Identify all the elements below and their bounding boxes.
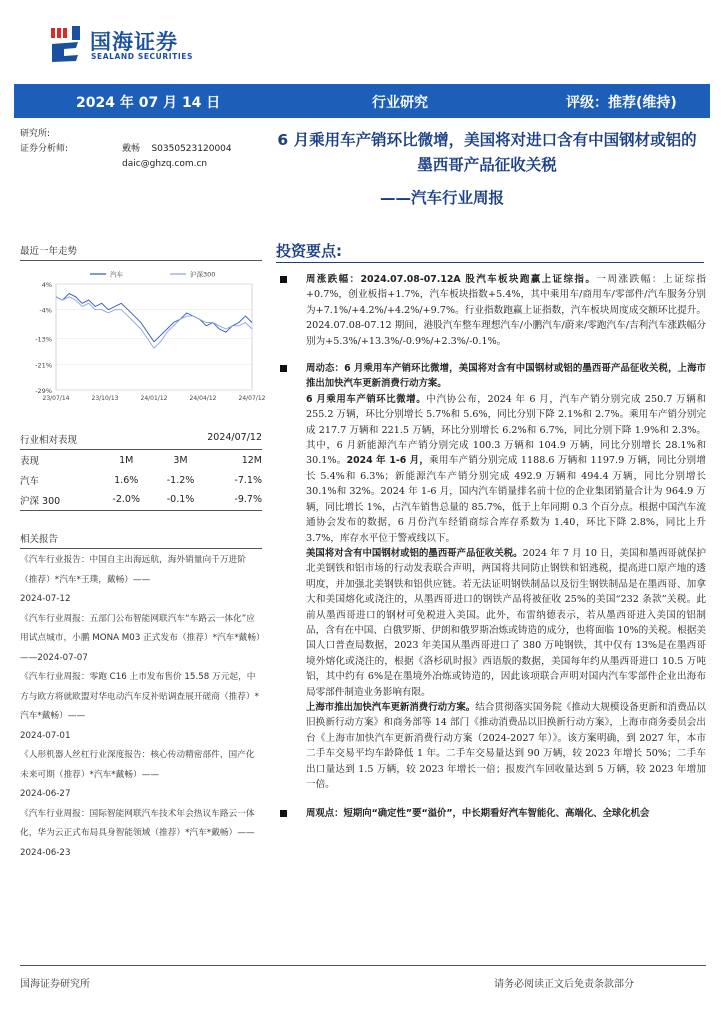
footer-left: 国海证券研究所 xyxy=(20,979,90,990)
para-text: 结合贯彻落实国务院《推动大规模设备更新和消费品以旧换新行动方案》和商务部等 14 部门《推动消费品以旧换新行动方案》，上海市商务委员会出台《上海市加快汽车更新消费行动方案（2024-2027 年）》。该方案明确，到 2027 年，本市二手车交易平均车龄降低 1 年。二手车交易量达到 90 万辆，较 2023 年增长 50%；二手车出口量达到 1.5 万辆，较 2023 年增长一倍；报废汽车回收量达到 5 万辆，较 2023 年增加一倍。 xyxy=(306,701,706,790)
bullet-square-icon xyxy=(280,365,287,372)
logo-text-en: SEALAND SECURITIES xyxy=(91,52,193,61)
bullet-lead: 周涨跌幅：2024.07.08-07.12A 股汽车板块跑赢上证综指。 xyxy=(306,274,597,285)
table-row xyxy=(20,490,262,510)
x-tick-label: 24/04/12 xyxy=(189,395,217,402)
table-row xyxy=(20,470,262,490)
logo-mark-icon xyxy=(50,24,84,64)
col-header: 表现 xyxy=(20,456,40,467)
y-tick-label: -21% xyxy=(35,361,52,370)
bullet-lead: 周动态：6 月乘用车产销环比微增，美国将对含有中国钢材或铝的墨西哥产品征收关税，上海市推出加快汽车更新消费行动方案。 xyxy=(306,363,706,390)
sub-lead: 美国将对含有中国钢材或铝的墨西哥产品征收关税。 xyxy=(306,547,523,559)
y-tick-label: 4% xyxy=(41,281,52,289)
legend-label: 汽车 xyxy=(110,270,123,279)
report-subtitle: ——汽车行业周报 xyxy=(380,189,505,207)
sub-lead: 6 月乘用车产销环比微增。 xyxy=(306,393,427,405)
plot-frame xyxy=(56,284,252,390)
performance-heading xyxy=(20,432,262,450)
bullet-lead: 周观点：短期向“确定性”要“溢价”，中长期看好汽车智能化、高端化、全球化机会 xyxy=(306,808,650,820)
report-title: 6 月乘用车产销环比微增，美国将对进口含有中国钢材或铝的墨西哥产品征收关税 xyxy=(277,131,697,174)
x-tick-label: 23/10/13 xyxy=(91,395,119,402)
bullet-text: 一周涨跌幅：上证综指+0.7%，创业板指+1.7%，汽车板块指数+5.4%，其中乘用车/商用车/零部件/汽车服务分别为+7.1%/+4.2%/+4.2%/+9.7%。行业指数跑赢上证指数，汽车板块周度成交额环比提升。2024.07.08-07.12 期间，港股汽车整车理想汽车/小鹏汽车/蔚来/零跑汽车/吉利汽车涨跌幅分别为+5.3%/+13.3%/-0.9%/+2.3%/-0.1%。 xyxy=(306,274,707,347)
cell-1m: -2.0% xyxy=(99,490,153,510)
row-name: 沪深 300 xyxy=(20,490,99,510)
y-tick-label: -29% xyxy=(35,387,52,395)
investment-heading: 投资要点: xyxy=(276,242,342,260)
performance-date: 2024/07/12 xyxy=(207,432,262,443)
bullet-weekly-change xyxy=(276,272,706,349)
performance-table xyxy=(20,450,262,511)
bullet-square-icon xyxy=(280,276,287,283)
analyst-label: 证券分析师: xyxy=(20,144,69,154)
report-date: 2024 年 07 月 14 日 xyxy=(76,95,221,111)
para-text: 2024 年 7 月 10 日，美国和墨西哥就保护北美钢铁和铝市场的行动发表联合声明，两国将共同防止钢铁和铝逃税，提高进口原产地的透明度，并加强北美钢铁和铝供应链。若无法证明钢铁制品以及衍生钢铁制品是在墨西哥、加拿大和美国熔化或浇注的，从墨西哥进口的钢铁产品将被征收 25%的美国“232 条款”关税。此前从墨西哥进口的钢材可免税进入美国。此外，布雷纳德表示，若从墨西哥进入美国的铝制品，含有在中国、白俄罗斯、伊朗和俄罗斯冶炼或铸造的成分，也将面临 10%的关税。根据美国人口普查局数据，2023 年美国从墨西哥进口了 380 万吨钢铁，其中仅有 13%是在墨西哥境外熔化或浇注的，根据《洛杉矶时报》西语版的数据，美国每年约从墨西哥进口 10.5 万吨铝，其中约有 6%是在墨境外冶炼或铸造的，因此该项联合声明对国内汽车零部件企业出海布局零部件制造业务影响有限。 xyxy=(306,547,706,698)
investment-body xyxy=(276,272,706,822)
col-header: 12M xyxy=(241,454,262,466)
x-tick-label: 23/07/14 xyxy=(42,395,70,402)
y-tick-label: -13% xyxy=(35,335,52,344)
analyst-id: S0350523120004 xyxy=(151,144,232,154)
sub-lead: 上海市推出加快汽车更新消费行动方案。 xyxy=(306,701,476,713)
performance-title: 行业相对表现 xyxy=(20,435,78,446)
cell-1m: 1.6% xyxy=(114,474,139,486)
para-text: 中汽协公布，2024 年 6 月，汽车产销分别完成 250.7 万辆和 255.2 万辆，环比分别增长 5.7%和 5.6%，同比分别下降 2.1%和 2.7%。乘用车产销分别完成 217.7 万辆和 221.5 万辆，环比分别增长 6.2%和 6.7%，同比分别下降 1.9%和 2.3%。其中，6 月新能源汽车产销分别完成 100.3 万辆和 104.9 万辆，同比分别增长 28.1%和 30.1%。 xyxy=(306,393,707,467)
footer-disclaimer: 请务必阅读正文后免责条款部分 xyxy=(494,979,634,990)
analyst-info xyxy=(20,127,232,172)
bullet-weekly-view xyxy=(276,806,706,821)
report-category: 行业研究 xyxy=(372,95,428,111)
col-header: 1M xyxy=(119,454,134,466)
related-report-item[interactable]: 《汽车行业报告：中国自主出海远航，海外销量向千万进阶（推荐）*汽车*王璞，戴畅）—— 2024-07-12 xyxy=(20,555,246,604)
related-report-item[interactable]: 《汽车行业周报：国际智能网联汽车技术年会热议车路云一体化，华为云正式布局具身智能领域（推荐）*汽车*戴畅）——2024-06-23 xyxy=(20,808,255,858)
table-header-row xyxy=(20,450,262,470)
series-line-hs300 xyxy=(56,297,252,348)
heading-divider xyxy=(276,262,704,263)
y-tick-label: -4% xyxy=(39,306,52,315)
analyst-email[interactable]: daic@ghzq.com.cn xyxy=(122,159,208,169)
para-text: 乘用车产销分别完成 1188.6 万辆和 1197.9 万辆，同比分别增长 5.4%和 6.3%；新能源汽车产销分别完成 492.9 万辆和 494.4 万辆，同比分别增长 30.1%和 32%。2024 年 1-6 月，国内汽车销量排名前十位的企业集团销量合计为 964.9 万辆，同比增长 1%，占汽车销售总量的 85.7%，低于上年同期 0.3 个百分点。根据中国汽车流通协会发布的数据，6 月份汽车经销商综合库存系数为 1.40，环比下降 2.8%，同比上升 3.7%，库存水平位于警戒线以下。 xyxy=(306,455,706,544)
related-heading: 相关报告 xyxy=(20,531,262,549)
cell-3m: -0.1% xyxy=(153,490,207,510)
logo-text-cn: 国海证券 xyxy=(90,30,178,54)
x-tick-label: 24/07/12 xyxy=(238,395,266,402)
chart-heading: 最近一年走势 xyxy=(20,243,262,261)
related-report-item[interactable]: 《汽车行业周报：五部门公布智能网联汽车“车路云一体化”应用试点城市，小鹏 MONA M03 正式发布（推荐）*汽车*戴畅）——2024-07-07 xyxy=(20,613,261,663)
row-name: 汽车 xyxy=(20,476,40,487)
report-rating: 评级：推荐(维持) xyxy=(566,95,677,111)
legend-label: 沪深300 xyxy=(190,270,216,279)
sub-lead: 2024 年 1-6 月， xyxy=(346,455,430,467)
researcher-label: 研究所: xyxy=(20,129,51,139)
cell-3m: -1.2% xyxy=(166,474,195,486)
related-report-item[interactable]: 《汽车行业周报：零跑 C16 上市发布售价 15.58 万元起，中方与欧方将就欧盟对华电动汽车反补贴调查展开磋商（推荐）*汽车*戴畅）—— 2024-07-01 xyxy=(20,672,259,741)
bullet-weekly-news xyxy=(276,361,706,792)
cell-12m: -7.1% xyxy=(234,474,262,486)
trend-chart xyxy=(20,264,266,412)
header-banner xyxy=(14,84,710,118)
bullet-square-icon xyxy=(280,810,287,817)
analyst-name: 戴畅 xyxy=(122,144,141,154)
series-line-auto xyxy=(56,294,252,342)
col-header: 3M xyxy=(173,454,188,466)
related-reports xyxy=(20,551,262,863)
related-report-item[interactable]: 《人形机器人丝杠行业深度报告：核心传动精密部件，国产化未来可期（推荐）*汽车*戴畅）—— 2024-06-27 xyxy=(20,750,255,799)
footer-divider xyxy=(20,965,706,966)
x-tick-label: 24/01/12 xyxy=(140,395,168,402)
company-logo xyxy=(50,22,210,68)
cell-12m: -9.7% xyxy=(208,490,262,510)
